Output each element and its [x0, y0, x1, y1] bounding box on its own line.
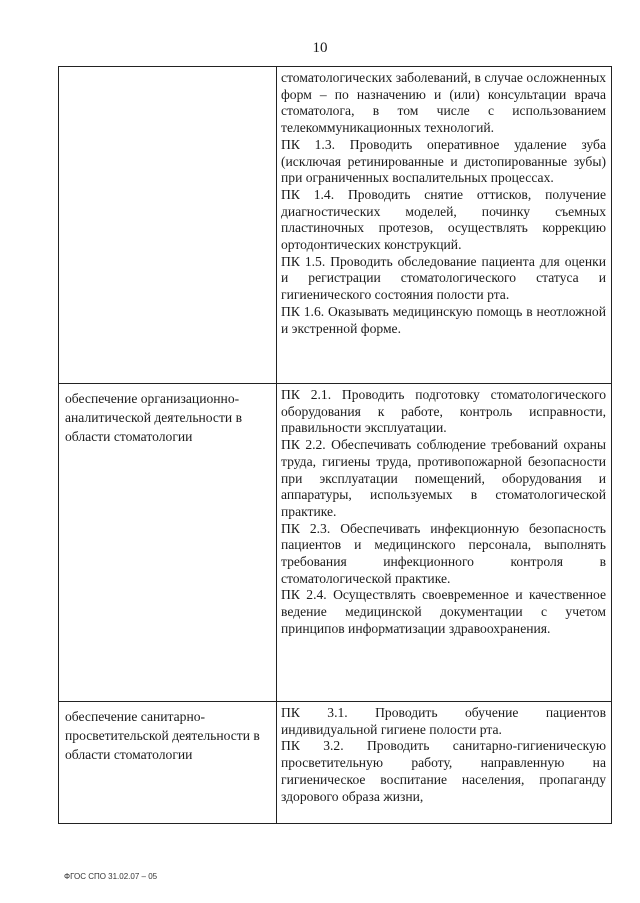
competency-pk-1-6: ПК 1.6. Оказывать медицинскую помощь в неотложной и экстренной форме. — [281, 303, 606, 336]
competency-pk-1-4: ПК 1.4. Проводить снятие оттисков, получение диагностических моделей, починку съемных пластиночных протезов, осуществлять коррекцию ортодонтических конструкций. — [281, 186, 606, 253]
competencies-cell — [277, 702, 612, 824]
competency-pk-2-4: ПК 2.4. Осуществлять своевременное и качественное ведение медицинской документации с учетом принципов информатизации здравоохранения. — [281, 587, 606, 636]
competency-pk-1-5: ПК 1.5. Проводить обследование пациента для оценки и регистрации стоматологического статуса и гигиенического состояния полости рта. — [281, 253, 606, 303]
competency-pk-2-2: ПК 2.2. Обеспечивать соблюдение требований охраны труда, гигиены труда, противопожарной безопасности при эксплуатации помещений, оборудования и аппаратуры, используемых в стоматологической практике. — [281, 437, 606, 519]
competency-pk-2-1: ПК 2.1. Проводить подготовку стоматологического оборудования к работе, контроль исправности, правильности эксплуатации. — [281, 387, 606, 436]
table-row — [59, 702, 612, 824]
activity-area-cell — [59, 67, 277, 384]
competency-text: стоматологических заболеваний, в случае осложненных форм – по назначению и (или) консультации врача стоматолога, в том числе с использованием телекоммуникационных технологий. — [281, 70, 606, 136]
competency-pk-1-3: ПК 1.3. Проводить оперативное удаление зуба (исключая ретинированные и дистопированные зубы) при ограниченных воспалительных процессах. — [281, 136, 606, 186]
page-number: 10 — [312, 40, 328, 56]
document-code: ФГОС СПО 31.02.07 – 05 — [64, 872, 158, 881]
activity-area-cell — [59, 702, 277, 824]
table-row — [59, 67, 612, 384]
activity-area-text — [59, 67, 276, 72]
competency-pk-2-3: ПК 2.3. Обеспечивать инфекционную безопасность пациентов и медицинского персонала, выполнять требования инфекционного контроля в стоматологической практике. — [281, 520, 606, 586]
activity-area-text: обеспечение санитарно-просветительской деятельности в области стоматологии — [65, 709, 260, 762]
competencies-cell — [277, 384, 612, 702]
competency-pk-3-2: ПК 3.2. Проводить санитарно-гигиеническую просветительную работу, направленную на гигиеническое воспитание населения, пропаганду здорового образа жизни, — [281, 738, 606, 804]
competencies-table — [58, 66, 612, 824]
table-row — [59, 384, 612, 702]
activity-area-cell — [59, 384, 277, 702]
competency-pk-3-1: ПК 3.1. Проводить обучение пациентов индивидуальной гигиене полости рта. — [281, 705, 606, 737]
activity-area-text: обеспечение организационно-аналитической деятельности в области стоматологии — [65, 391, 242, 444]
competencies-cell — [277, 67, 612, 384]
